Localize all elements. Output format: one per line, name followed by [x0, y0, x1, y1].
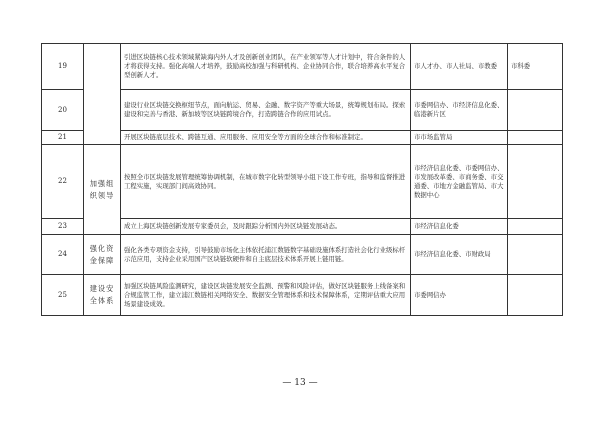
table-row [42, 131, 563, 145]
lead-department: 市委网信办、市经济信息化委、临港新片区 [411, 90, 508, 131]
lead-department: 市经济信息化委、市财政局 [411, 235, 508, 275]
row-number: 19 [42, 44, 84, 90]
category-cell: 加强组织领导 [84, 145, 121, 235]
table-row [42, 145, 563, 219]
task-description: 建设行业区块链交换枢纽节点，面向航运、贸易、金融、数字资产等重大场景，统筹规划布局。探索建设和完善与香港、新加坡等区块链跨境合作，打造跨链合作的应用试点。 [121, 90, 411, 131]
support-department [508, 219, 563, 235]
lead-department: 市委网信办 [411, 275, 508, 316]
lead-department: 市市场监管局 [411, 131, 508, 145]
lead-department: 市经济信息化委、市委网信办、市发展改革委、市商务委、市交通委、市地方金融监管局、市大数据中心 [411, 145, 508, 219]
lead-department: 市人才办、市人社局、市教委 [411, 44, 508, 90]
row-number: 20 [42, 90, 84, 131]
category-cell [84, 44, 121, 145]
table-row [42, 90, 563, 131]
support-department [508, 145, 563, 219]
support-department [508, 90, 563, 131]
support-department [508, 235, 563, 275]
table-row [42, 44, 563, 90]
task-description: 成立上海区块链创新发展专家委员会，及时跟踪分析国内外区块链发展动态。 [121, 219, 411, 235]
row-number: 22 [42, 145, 84, 219]
table-row [42, 235, 563, 275]
support-department [508, 131, 563, 145]
task-description: 加强区块链风险监测研究，建设区块链发展安全监测、预警和风险评估，做好区块链服务上线备案和合规监管工作，建立浦江数链相关网络安全、数据安全管理体系和技术保障体系，定期评估重大应用场景建设成效。 [121, 275, 411, 316]
task-description: 开展区块链底层技术、跨链互通、应用服务、应用安全等方面的全球合作和标准制定。 [121, 131, 411, 145]
page-number: — 13 — [282, 378, 318, 388]
task-description: 引进区块链核心技术领域紧缺海内外人才及创新创业团队，在产业领军等人才计划中，符合条件的人才将获得支持。强化高端人才培养，鼓励高校加强与科研机构、企业协同合作，联合培养高水平复合型创新人才。 [121, 44, 411, 90]
task-description: 强化各类专项资金支持，引导鼓励市场化主体依托浦江数链数字基础设施体系打造社会化行业级标杆示范应用，支持企业采用国产区块链软硬件和自主底层技术体系开展上链用链。 [121, 235, 411, 275]
row-number: 21 [42, 131, 84, 145]
table-row [42, 219, 563, 235]
row-number: 25 [42, 275, 84, 316]
row-number: 23 [42, 219, 84, 235]
category-cell: 建设安全体系 [84, 275, 121, 316]
support-department [508, 275, 563, 316]
lead-department: 市经济信息化委 [411, 219, 508, 235]
row-number: 24 [42, 235, 84, 275]
category-cell: 强化资金保障 [84, 235, 121, 275]
task-description: 按照全市区块链发展管理统筹协调机制，在城市数字化转型领导小组下设工作专班，指导和监督推进工程实施，实现部门间高效协同。 [121, 145, 411, 219]
table-row [42, 275, 563, 316]
task-table [41, 43, 563, 316]
support-department: 市科委 [508, 44, 563, 90]
